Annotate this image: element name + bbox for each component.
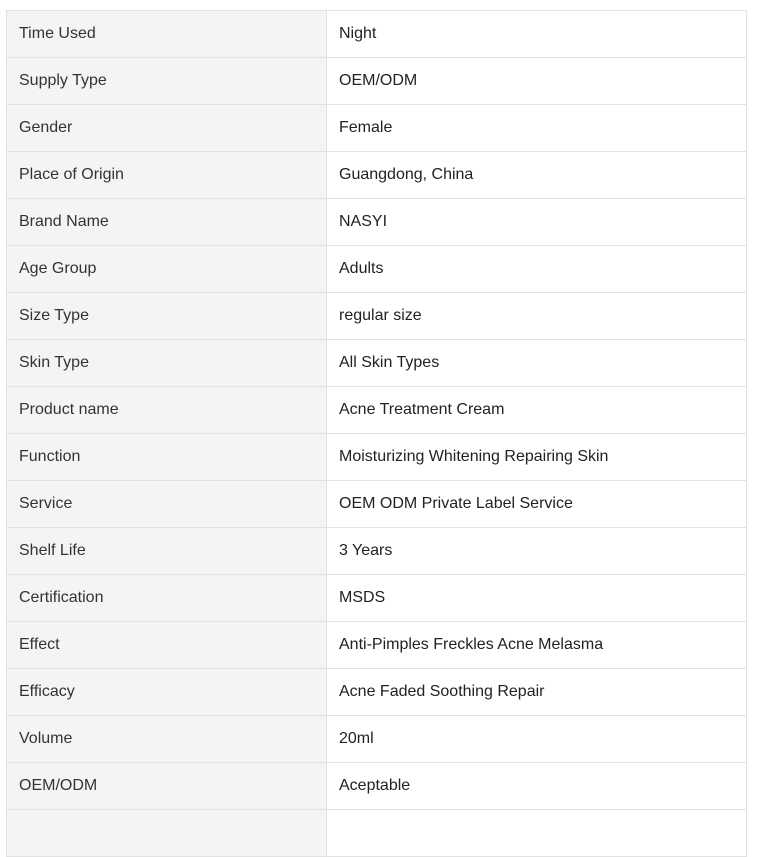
product-spec-table — [6, 10, 747, 857]
table-row — [7, 58, 747, 105]
spec-value: regular size — [327, 293, 747, 340]
spec-value: Adults — [327, 246, 747, 293]
spec-value: OEM/ODM — [327, 58, 747, 105]
spec-value: MSDS — [327, 575, 747, 622]
table-row — [7, 293, 747, 340]
table-row — [7, 387, 747, 434]
spec-label: Service — [7, 481, 327, 528]
spec-value: 20ml — [327, 716, 747, 763]
spec-label: Brand Name — [7, 199, 327, 246]
spec-value: Moisturizing Whitening Repairing Skin — [327, 434, 747, 481]
spec-table-body — [7, 11, 747, 857]
spec-label: Time Used — [7, 11, 327, 58]
spec-label: Age Group — [7, 246, 327, 293]
spec-label: Place of Origin — [7, 152, 327, 199]
spec-value: Guangdong, China — [327, 152, 747, 199]
spec-value: Acne Treatment Cream — [327, 387, 747, 434]
spec-value: Female — [327, 105, 747, 152]
table-row — [7, 716, 747, 763]
spec-label: Size Type — [7, 293, 327, 340]
spec-label: Certification — [7, 575, 327, 622]
spec-label: Supply Type — [7, 58, 327, 105]
table-row — [7, 481, 747, 528]
table-row — [7, 810, 747, 857]
table-row — [7, 434, 747, 481]
spec-label: OEM/ODM — [7, 763, 327, 810]
spec-value: Anti-Pimples Freckles Acne Melasma — [327, 622, 747, 669]
spec-value: All Skin Types — [327, 340, 747, 387]
table-row — [7, 622, 747, 669]
table-row — [7, 669, 747, 716]
table-row — [7, 340, 747, 387]
spec-label — [7, 810, 327, 857]
spec-label: Product name — [7, 387, 327, 434]
spec-label: Volume — [7, 716, 327, 763]
spec-label: Function — [7, 434, 327, 481]
spec-value: OEM ODM Private Label Service — [327, 481, 747, 528]
table-row — [7, 199, 747, 246]
table-row — [7, 105, 747, 152]
spec-value — [327, 810, 747, 857]
spec-value: Acne Faded Soothing Repair — [327, 669, 747, 716]
table-row — [7, 11, 747, 58]
table-row — [7, 246, 747, 293]
spec-value: NASYI — [327, 199, 747, 246]
spec-label: Efficacy — [7, 669, 327, 716]
spec-label: Shelf Life — [7, 528, 327, 575]
spec-value: Night — [327, 11, 747, 58]
table-row — [7, 763, 747, 810]
spec-label: Effect — [7, 622, 327, 669]
table-row — [7, 152, 747, 199]
spec-label: Skin Type — [7, 340, 327, 387]
spec-value: 3 Years — [327, 528, 747, 575]
table-row — [7, 528, 747, 575]
spec-label: Gender — [7, 105, 327, 152]
spec-value: Aceptable — [327, 763, 747, 810]
table-row — [7, 575, 747, 622]
